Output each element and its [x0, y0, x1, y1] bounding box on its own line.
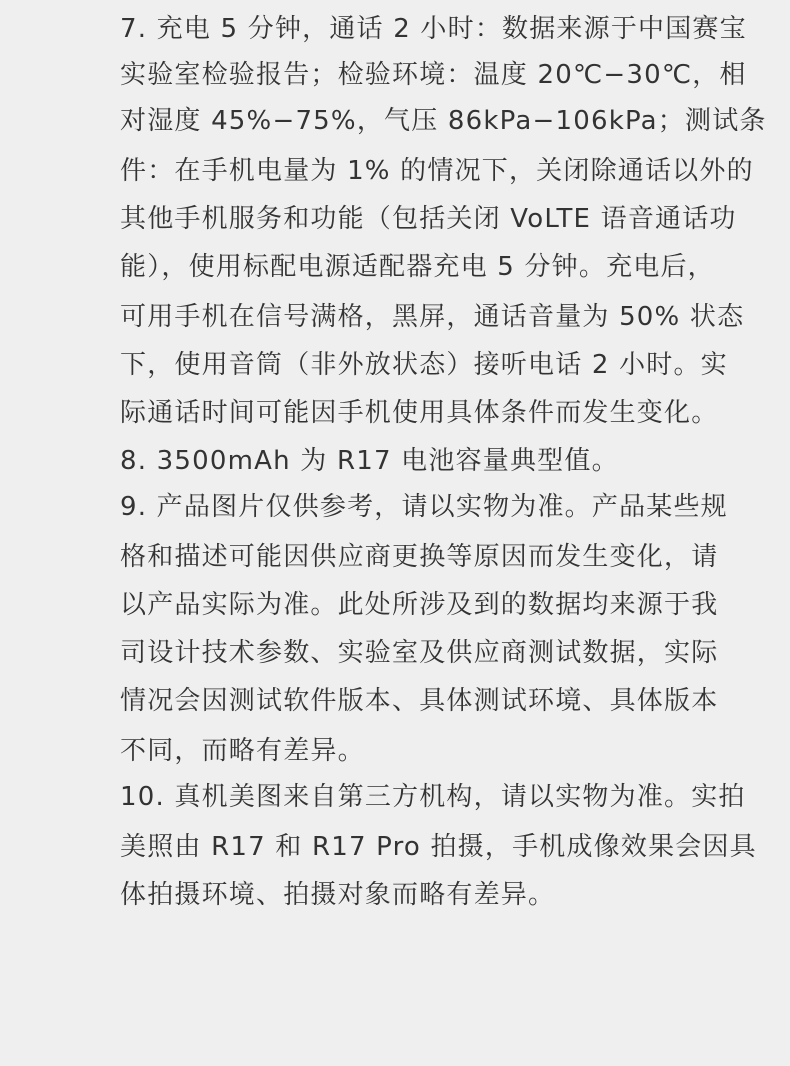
note-7-line-3: 对湿度 45%−75%，气压 86kPa−106kPa；测试条: [120, 106, 767, 136]
note-7-line-6: 能），使用标配电源适配器充电 5 分钟。充电后，: [120, 252, 715, 282]
note-8-line-1: 8. 3500mAh 为 R17 电池容量典型值。: [120, 446, 619, 476]
note-10-line-2: 美照由 R17 和 R17 Pro 拍摄，手机成像效果会因具: [120, 832, 757, 862]
note-10-line-1: 10. 真机美图来自第三方机构，请以实物为准。实拍: [120, 782, 746, 812]
note-7-line-9: 际通话时间可能因手机使用具体条件而发生变化。: [120, 398, 719, 428]
note-9-line-5: 情况会因测试软件版本、具体测试环境、具体版本: [120, 686, 719, 716]
note-9-line-1: 9. 产品图片仅供参考，请以实物为准。产品某些规: [120, 492, 728, 522]
note-10-line-3: 体拍摄环境、拍摄对象而略有差异。: [120, 880, 556, 910]
note-9-line-6: 不同，而略有差异。: [120, 736, 365, 766]
note-7-line-7: 可用手机在信号满格，黑屏，通话音量为 50% 状态: [120, 302, 745, 332]
note-7-line-8: 下，使用音筒（非外放状态）接听电话 2 小时。实: [120, 350, 728, 380]
note-7-line-5: 其他手机服务和功能（包括关闭 VoLTE 语音通话功: [120, 204, 737, 234]
note-9-line-3: 以产品实际为准。此处所涉及到的数据均来源于我: [120, 590, 719, 620]
note-7-line-1: 7. 充电 5 分钟，通话 2 小时：数据来源于中国赛宝: [120, 14, 747, 44]
note-7-line-4: 件：在手机电量为 1% 的情况下，关闭除通话以外的: [120, 156, 754, 186]
note-9-line-4: 司设计技术参数、实验室及供应商测试数据，实际: [120, 638, 719, 668]
note-9-line-2: 格和描述可能因供应商更换等原因而发生变化，请: [120, 542, 719, 572]
note-7-line-2: 实验室检验报告；检验环境：温度 20℃−30℃，相: [120, 60, 747, 90]
